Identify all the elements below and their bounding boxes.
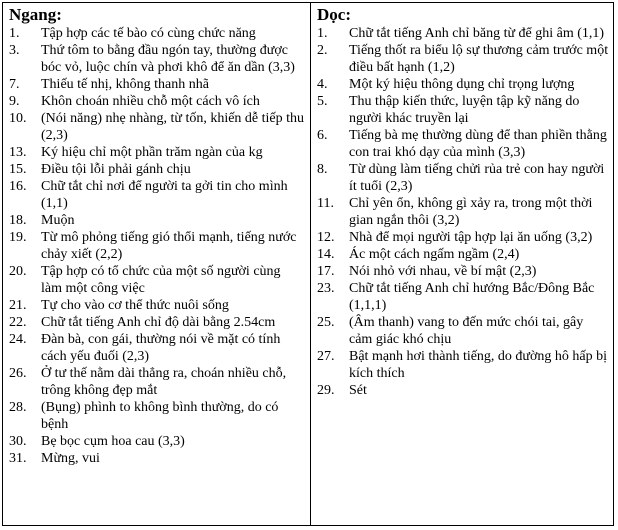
- clue-text: (Nói năng) nhẹ nhàng, từ tốn, khiến dễ tiếp thu (2,3): [41, 111, 305, 143]
- clue-text: Bẹ bọc cụm hoa cau (3,3): [41, 434, 185, 449]
- clue-text: Đàn bà, con gái, thường nói về mặt có tính cách yếu đuối (2,3): [41, 332, 281, 364]
- clue-text: Ác một cách ngấm ngầm (2,4): [349, 247, 520, 262]
- clue-number: 28.: [9, 400, 27, 415]
- across-clue: [9, 297, 305, 314]
- clue-number: 30.: [9, 434, 27, 449]
- clue-text: Ở tư thế nằm dài thẳng ra, choán nhiều chỗ, trông không đẹp mắt: [41, 366, 287, 398]
- clue-number: 2.: [317, 43, 328, 58]
- clue-number: 14.: [317, 247, 335, 262]
- down-clue: [317, 263, 609, 280]
- down-clue: [317, 229, 609, 246]
- across-clue-list: [9, 25, 305, 467]
- clue-text: Sét: [349, 383, 367, 398]
- down-heading: Dọc:: [317, 5, 351, 24]
- clue-number: 18.: [9, 213, 27, 228]
- clue-number: 15.: [9, 162, 27, 177]
- down-clue: [317, 246, 609, 263]
- clue-number: 10.: [9, 111, 27, 126]
- column-divider: [310, 3, 311, 525]
- clue-number: 26.: [9, 366, 27, 381]
- across-clue: [9, 212, 305, 229]
- across-clue: [9, 433, 305, 450]
- clue-text: Chữ tắt tiếng Anh chỉ độ dài bằng 2.54cm: [41, 315, 276, 330]
- clue-text: Điều tội lỗi phải gánh chịu: [41, 162, 191, 177]
- clue-number: 1.: [317, 26, 328, 41]
- clue-text: Nói nhỏ với nhau, về bí mật (2,3): [349, 264, 537, 279]
- clue-text: Từ mô phỏng tiếng gió thổi mạnh, tiếng nước chảy xiết (2,2): [41, 230, 297, 262]
- clue-text: Thiếu tế nhị, không thanh nhã: [41, 77, 209, 92]
- down-clue: [317, 127, 609, 161]
- down-column: [317, 5, 609, 399]
- clue-number: 31.: [9, 451, 27, 466]
- across-heading: Ngang:: [9, 5, 62, 24]
- across-clue: [9, 161, 305, 178]
- down-clue: [317, 25, 609, 42]
- clue-number: 9.: [9, 94, 20, 109]
- clue-text: Tập hợp có tổ chức của một số người cùng làm một công việc: [41, 264, 281, 296]
- clue-number: 1.: [9, 26, 20, 41]
- clue-text: Một ký hiệu thông dụng chỉ trọng lượng: [349, 77, 575, 92]
- clue-number: 4.: [317, 77, 328, 92]
- across-clue: [9, 76, 305, 93]
- clue-number: 5.: [317, 94, 328, 109]
- clue-number: 25.: [317, 315, 335, 330]
- across-clue: [9, 42, 305, 76]
- clue-text: Chữ tắt tiếng Anh chỉ băng từ để ghi âm (1,1): [349, 26, 605, 41]
- clue-number: 24.: [9, 332, 27, 347]
- down-clue: [317, 195, 609, 229]
- across-clue: [9, 110, 305, 144]
- down-clue: [317, 161, 609, 195]
- clue-text: Chỉ yên ổn, không gì xảy ra, trong một thời gian ngắn thôi (3,2): [349, 196, 593, 228]
- across-clue: [9, 178, 305, 212]
- across-clue: [9, 365, 305, 399]
- across-clue: [9, 314, 305, 331]
- clue-number: 13.: [9, 145, 27, 160]
- clue-number: 21.: [9, 298, 27, 313]
- clue-text: Tự cho vào cơ thể thức nuôi sống: [41, 298, 229, 313]
- clue-number: 27.: [317, 349, 335, 364]
- clue-number: 19.: [9, 230, 27, 245]
- down-clue: [317, 348, 609, 382]
- clue-text: Tiếng bà mẹ thường dùng để than phiền thằng con trai khó dạy của mình (3,3): [349, 128, 607, 160]
- clue-text: Muộn: [41, 213, 75, 228]
- clue-number: 3.: [9, 43, 20, 58]
- down-clue: [317, 76, 609, 93]
- clue-text: Tiếng thốt ra biểu lộ sự thương cảm trước một điều bất hạnh (1,2): [349, 43, 609, 75]
- across-clue: [9, 229, 305, 263]
- clue-text: Khôn choán nhiều chỗ một cách vô ích: [41, 94, 260, 109]
- clue-text: Ký hiệu chỉ một phần trăm ngàn của kg: [41, 145, 263, 160]
- clue-number: 8.: [317, 162, 328, 177]
- across-clue: [9, 25, 305, 42]
- clue-number: 29.: [317, 383, 335, 398]
- clue-text: Mừng, vui: [41, 451, 100, 466]
- clue-text: (Bụng) phình to không bình thường, do có bệnh: [41, 400, 279, 432]
- crossword-clue-table: [2, 2, 614, 526]
- clue-number: 20.: [9, 264, 27, 279]
- across-clue: [9, 450, 305, 467]
- clue-number: 17.: [317, 264, 335, 279]
- clue-number: 16.: [9, 179, 27, 194]
- clue-text: Nhà để mọi người tập hợp lại ăn uống (3,2): [349, 230, 593, 245]
- clue-text: Từ dùng làm tiếng chửi rủa trẻ con hay người ít tuổi (2,3): [349, 162, 605, 194]
- clue-text: Thu thập kiến thức, luyện tập kỹ năng do người khác truyền lại: [349, 94, 580, 126]
- across-clue: [9, 263, 305, 297]
- clue-text: Tập hợp các tế bào có cùng chức năng: [41, 26, 256, 41]
- across-clue: [9, 93, 305, 110]
- across-column: [9, 5, 305, 467]
- clue-text: Thứ tôm to bằng đầu ngón tay, thường được bóc vỏ, luộc chín và phơi khô để ăn dần (3,3): [41, 43, 295, 75]
- clue-text: Chữ tắt chỉ nơi để người ta gởi tin cho mình (1,1): [41, 179, 288, 211]
- down-clue: [317, 280, 609, 314]
- clue-number: 11.: [317, 196, 334, 211]
- down-clue-list: [317, 25, 609, 399]
- across-clue: [9, 399, 305, 433]
- clue-text: (Âm thanh) vang to đến mức chói tai, gây cảm giác khó chịu: [349, 315, 584, 347]
- down-clue: [317, 314, 609, 348]
- down-clue: [317, 42, 609, 76]
- down-clue: [317, 382, 609, 399]
- clue-text: Bật mạnh hơi thành tiếng, do đường hô hấp bị kích thích: [349, 349, 608, 381]
- across-clue: [9, 331, 305, 365]
- clue-number: 7.: [9, 77, 20, 92]
- clue-text: Chữ tắt tiếng Anh chỉ hướng Bắc/Đông Bắc (1,1,1): [349, 281, 595, 313]
- clue-number: 23.: [317, 281, 335, 296]
- across-clue: [9, 144, 305, 161]
- clue-number: 12.: [317, 230, 335, 245]
- clue-number: 6.: [317, 128, 328, 143]
- clue-number: 22.: [9, 315, 27, 330]
- down-clue: [317, 93, 609, 127]
